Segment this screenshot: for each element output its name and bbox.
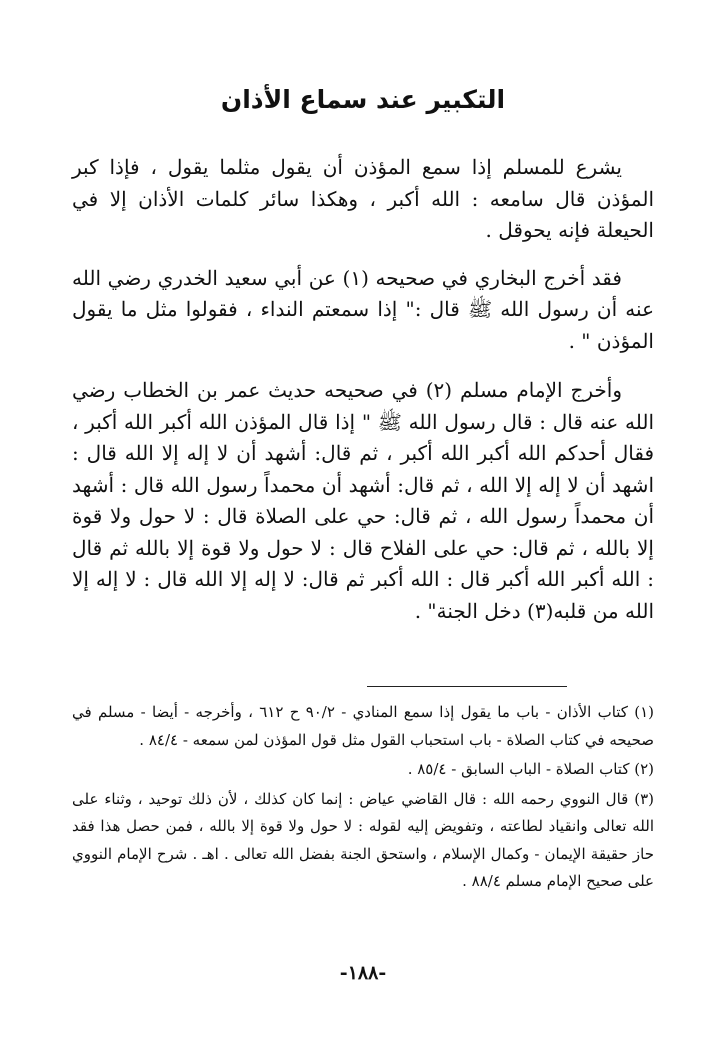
paragraph-intro: يشرع للمسلم إذا سمع المؤذن أن يقول مثلما يقول ، فإذا كبر المؤذن قال سامعه : الله أكبر ، وهكذا سائر كلمات الأذان إلا في الحيعلة فإنه يحوقل . <box>72 155 654 242</box>
footnote-1: (١) كتاب الأذان - باب ما يقول إذا سمع المنادي - ٩٠/٢ ح ٦١٢ ، وأخرجه - أيضا - مسلم في صحيحه في كتاب الصلاة - باب استحباب القول مثل قول المؤذن لمن سمعه - ٨٤/٤ . <box>72 703 655 749</box>
main-text <box>72 152 654 643</box>
page-number: -١٨٨- <box>339 962 387 984</box>
page-title: التكبير عند سماع الأذان <box>220 85 506 114</box>
footnote-3: (٣) قال النووي رحمه الله : قال القاضي عياض : إنما كان كذلك ، لأن ذلك توحيد ، وثناء على الله تعالى وانقياد لطاعته ، وتفويض إليه لقوله : لا حول ولا قوة إلا بالله ، فمن حصل هذا فقد حاز حقيقة الإيمان - وكمال الإسلام ، واستحق الجنة بفضل الله تعالى . اهـ . شرح الإمام النووي على صحيح الإمام مسلم ٨٨/٤ . <box>72 789 654 890</box>
footnote-separator <box>367 686 567 687</box>
footnotes <box>72 699 654 898</box>
paragraph-bukhari: فقد أخرج البخاري في صحيحه (١) عن أبي سعيد الخدري رضي الله عنه أن رسول الله ﷺ قال :" إذا سمعتم النداء ، فقولوا مثل ما يقول المؤذن " . <box>72 265 654 353</box>
footnote-2: (٢) كتاب الصلاة - الباب السابق - ٨٥/٤ . <box>407 760 654 778</box>
paragraph-muslim: وأخرج الإمام مسلم (٢) في صحيحه حديث عمر بن الخطاب رضي الله عنه قال : قال رسول الله ﷺ " إذا قال المؤذن الله أكبر الله أكبر ، فقال أحدكم الله أكبر الله أكبر ، ثم قال: أشهد أن لا إله إلا الله قال : اشهد أن لا إله إلا الله ، ثم قال: أشهد أن محمداً رسول الله قال : أشهد أن محمداً رسول الله ، ثم قال: حي على الصلاة قال : لا حول ولا قوة إلا بالله ، ثم قال: حي على الفلاح قال : لا حول ولا قوة إلا بالله ثم قال : الله أكبر الله أكبر قال : الله أكبر ثم قال: لا إله إلا الله قال : لا إله إلا الله من قلبه(٣) دخل الجنة" . <box>72 378 654 623</box>
